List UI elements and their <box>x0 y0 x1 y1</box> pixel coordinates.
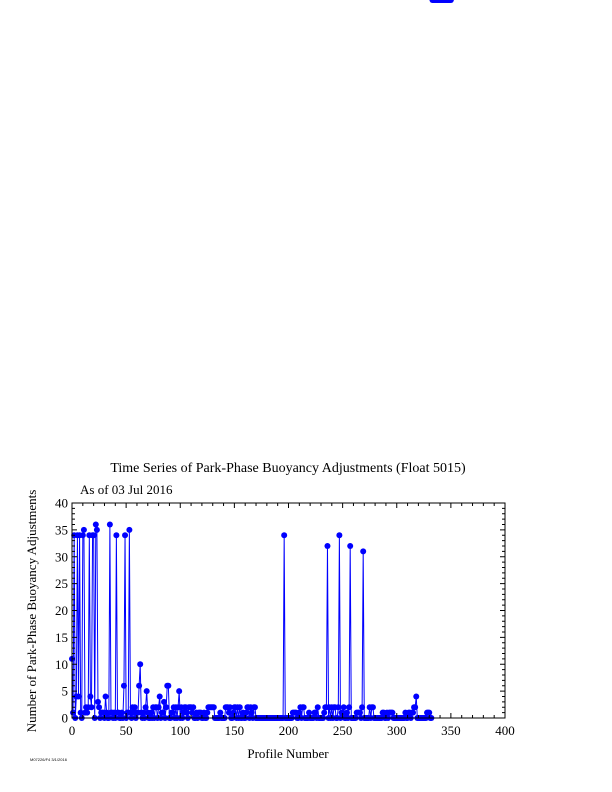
data-point <box>87 694 93 700</box>
y-tick-label: 30 <box>55 549 68 565</box>
data-point <box>357 710 363 716</box>
data-point <box>410 710 416 716</box>
data-point <box>107 522 113 528</box>
chart-subtitle: As of 03 Jul 2016 <box>80 482 173 497</box>
data-point <box>157 694 163 700</box>
data-point <box>336 532 342 538</box>
data-point <box>121 683 127 689</box>
x-axis-label: Profile Number <box>247 746 329 761</box>
x-tick-label: 200 <box>278 723 299 738</box>
y-tick-label: 5 <box>61 683 68 699</box>
x-tick-label: 300 <box>387 723 407 738</box>
data-point <box>190 704 196 710</box>
x-tick-label: 100 <box>170 723 190 738</box>
x-tick-label: 350 <box>441 723 461 738</box>
x-tick-label: 250 <box>332 723 353 738</box>
data-point <box>113 532 119 538</box>
data-point <box>144 688 150 694</box>
data-point <box>93 522 99 528</box>
data-point <box>143 704 149 710</box>
data-point <box>230 710 236 716</box>
data-point <box>237 704 243 710</box>
y-tick-label: 35 <box>55 522 68 538</box>
data-point <box>315 704 321 710</box>
data-point <box>249 710 255 716</box>
data-point <box>344 710 350 716</box>
data-point <box>321 710 327 716</box>
data-point <box>80 532 86 538</box>
x-tick-label: 400 <box>495 723 515 738</box>
data-point <box>95 699 101 705</box>
data-point <box>96 704 102 710</box>
x-tick-label: 0 <box>68 723 76 738</box>
data-point <box>160 710 166 716</box>
data-point <box>306 710 312 716</box>
data-point <box>122 532 128 538</box>
y-axis-label: Number of Park-Phase Buoyancy Adjustments <box>24 489 39 733</box>
x-axis <box>69 503 515 738</box>
data-point <box>88 704 94 710</box>
data-point <box>359 704 365 710</box>
chart-title: Time Series of Park-Phase Buoyancy Adjustments (Float 5015) <box>110 461 466 476</box>
data-point <box>296 710 302 716</box>
series-line <box>72 525 431 719</box>
y-axis <box>55 496 505 726</box>
data-point <box>75 694 81 700</box>
data-point <box>389 710 395 716</box>
data-point <box>413 694 419 700</box>
data-point <box>126 527 132 533</box>
footer-code: M07226/F4 3/1/2016 <box>30 757 67 762</box>
data-point <box>360 548 366 554</box>
data-point <box>252 704 258 710</box>
data-point <box>103 694 109 700</box>
data-point <box>176 688 182 694</box>
data-point <box>170 710 176 716</box>
data-point <box>217 710 223 716</box>
data-point <box>136 683 142 689</box>
data-point <box>347 543 353 549</box>
data-point <box>132 704 138 710</box>
data-point <box>94 527 100 533</box>
data-point <box>137 661 143 667</box>
data-point <box>161 699 167 705</box>
data-point <box>81 527 87 533</box>
data-point <box>281 532 287 538</box>
data-point <box>119 710 125 716</box>
data-point <box>163 704 169 710</box>
x-tick-label: 150 <box>224 723 245 738</box>
data-point <box>84 710 90 716</box>
data-point <box>301 704 307 710</box>
y-tick-label: 10 <box>55 656 68 672</box>
data-point <box>324 543 330 549</box>
plot-area <box>69 0 454 721</box>
data-point <box>341 704 347 710</box>
data-point <box>184 710 190 716</box>
y-tick-label: 25 <box>55 576 68 592</box>
y-tick-label: 15 <box>55 629 68 645</box>
data-point <box>346 704 352 710</box>
data-point <box>412 704 418 710</box>
data-point <box>165 683 171 689</box>
data-point <box>426 710 432 716</box>
data-point <box>91 532 97 538</box>
data-point <box>370 704 376 710</box>
y-tick-label: 40 <box>55 495 68 511</box>
data-point <box>156 704 162 710</box>
data-point <box>148 710 154 716</box>
y-tick-label: 20 <box>55 603 68 618</box>
data-point <box>313 710 319 716</box>
data-point <box>211 704 217 710</box>
data-point <box>335 704 341 710</box>
data-point <box>243 710 249 716</box>
x-tick-label: 50 <box>119 723 133 738</box>
data-point <box>204 710 210 716</box>
y-tick-label: 0 <box>61 710 68 726</box>
